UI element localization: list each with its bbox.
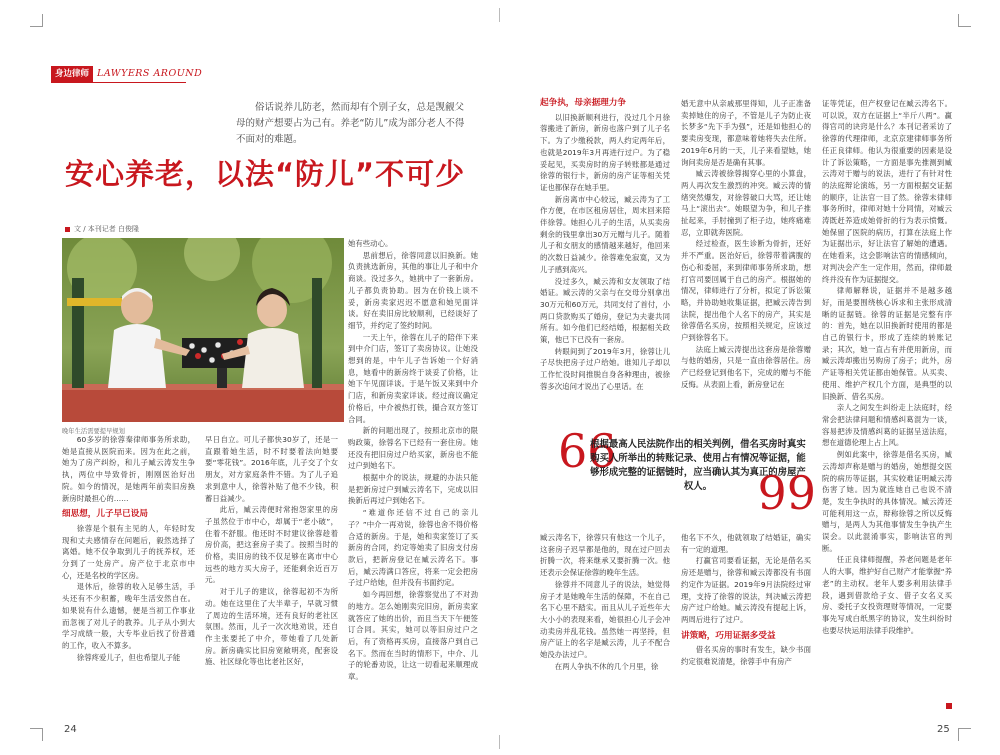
paragraph: 例如此案中，徐蓉是借名买房，臧云涛却声称是赠与的婚房，她想提交医院的病历等证据，其实较难证明臧云涛伤害了她。因为就连她自己也说不清楚，发生争执时的具体情况。臧云涛还可能利用这一点，辩称徐蓉之所以反悔赠与，是两人为其他事情发生争执产生误会。以此混淆事实，影响法官的判断。	[822, 450, 952, 553]
paragraph: 徐蓉并不同意儿子的说法，她觉得房子才是她晚年生活的保障，不在自己名下心里不踏实。而且从儿子近些年大大小小的表现来看，她很担心儿子会冲动卖房并乱花钱。虽然她一再坚持，但房产证上的名字是臧云涛，儿子不配合她没办法过户。	[540, 579, 670, 660]
paragraph: 如今再回想，徐蓉察觉出了不对劲的地方。怎么她刚卖完旧房，新房卖家就答应了她的出价，而且当天下午便签订合同。其实，她可以等旧房过户之后，有了资格再买房，直接落户到自己名下。然而在当时的情形下，中介、儿子的轮番劝说，让这一切看起来顺理成章。	[348, 590, 478, 682]
paragraph: 退休后，徐蓉的收入足够生活，手头还有不少积蓄，晚年生活安然自在。如果说有什么遗憾，便是当初工作事业而忽视了对儿子的教养。儿子从小到大学习成绩一般，大专毕业后找了份普通的工作，收入不算多。	[62, 582, 195, 650]
paragraph: 任正良律师提醒，养老问题是老年人的大事，维护好自己财产才能掌握“养老”的主动权。老年人要多利用法律手段，遇到借款给子女、借子女名义买房、委托子女投资理财等情况，一定要事先写成白纸黑字的协议，发生纠纷时也要尽快运用法律手段维护。	[822, 555, 952, 635]
paragraph: 新的问题出现了，按照北京市的限购政策，徐蓉名下已经有一套住房。她还没有把旧房过户给买家，新房也不能过户到她名下。	[348, 426, 478, 471]
paragraph: 臧云涛名下，徐蓉只有他这一个儿子，这套房子迟早都是他的，现在过户回去折腾一次，将来继承又要折腾一次。他还表示会保证徐蓉的晚年生活。	[540, 533, 670, 578]
section-tag-en: LAWYERS AROUND	[97, 68, 203, 79]
paragraph: 亲人之间发生纠纷走上法庭时，经常会把法律问题和情感纠葛混为一谈，容易把涉及情感纠葛的证据呈送法庭，想在道德伦理上占上风。	[822, 403, 952, 448]
paragraph: 徐蓉是个很有主见的人，年轻时发现和丈夫感情存在问题后，毅然选择了离婚。她不仅争取到儿子的抚养权，还分到了一处房产。房产位于北京市中心，还是名校的学区房。	[62, 523, 195, 580]
right-bottom-col-a	[540, 532, 670, 672]
paragraph: 经过检查，医生诊断为骨折，还好并不严重。医治好后，徐蓉带着满腹的伤心和委屈，来到律师事务所求助，想打官司要回属于自己的房产。根据她的情况，律师进行了分析，拟定了诉讼策略，并协助她收集证据，把臧云涛告到法院，提出他个人名下的房产，其实是徐蓉借名买房，按照相关规定，应该过户到徐蓉名下。	[681, 239, 811, 343]
article-intro: 俗话说养儿防老，然而却有个别子女，总是觊觎父母的财产想要占为己有。养老“防儿”成为部分老人不得不面对的难题。	[236, 102, 465, 145]
right-bottom-col-b	[681, 532, 811, 668]
paragraph: 徐蓉疼爱儿子，但也希望儿子能	[76, 652, 181, 662]
paragraph: 他名下不久，他就领取了结婚证，确实有一定的道理。	[681, 533, 811, 554]
elderly-couple-illustration	[62, 238, 344, 422]
crop-mark-center-bottom	[499, 735, 500, 749]
section-tag	[51, 66, 202, 82]
crop-mark-bl	[30, 728, 43, 741]
paragraph: 证等凭证，但产权登记在臧云涛名下。可以说，双方在证据上“半斤八两”。赢得官司的诀窍是什么？本刊记者采访了徐蓉的代理律师，北京京建律师事务所任正良律师。他认为很重要的因素是设计了诉讼策略，一方面是事先推测到臧云涛对于赠与的说法，进行了有针对性的法庭辩论演练，另一方面根据交证据的顺序，让法官一目了然。徐蓉未律师事务所时，律师对她十分同情，对臧云涛既赶养造成她骨折的行为表示愤慨。她保留了医院的病历，打算在法庭上作为证据出示，好让法官了解她的遭遇。在她看来，这会影响法官的情感倾向，对判决会产生一定作用，然而，律师最终并没有作为证据提交。	[822, 99, 952, 284]
paragraph: 此后，臧云涛便时常抱怨家里的房子虽然位于市中心，却属于“老小破”，住着不舒服。他还时不时建议徐蓉趁着房价高，把这套房子卖了。按照当时的价格，卖旧房的钱不仅足够在离市中心远些的地方买大房子，还能剩余近百万元。	[205, 505, 338, 585]
paragraph: 60多岁的徐蓉秦律师事务所求助，她是直接从医院而来。因为在此之前，她为了房产纠纷，和儿子臧云涛发生争执，两位中导致骨折，刚刚医治好出院。如今的情况，是她两年前卖旧房换新房时最担心的……	[62, 435, 195, 503]
article-photo	[62, 238, 344, 422]
paragraph: 转眼间到了2019年3月，徐蓉让儿子尽快把房子过户给她。谁知儿子却以工作忙没时间推脱自身各种理由，被徐蓉多次追问才说出了心里话。在	[540, 346, 670, 391]
pull-quote	[558, 424, 816, 520]
photo-caption: 晚年生活需要提早规划	[62, 428, 125, 435]
paragraph: 对于儿子的建议，徐蓉起初不为所动。她在这里住了大半辈子，早就习惯了周边的生活环境，还有良好的老社区氛围。然而，儿子一次次地劝说，还自作主张要托了中介，带她看了几处新房。新房确实比旧房宽敞明亮，配套设施、社区绿化等也比老社区好，	[205, 587, 338, 667]
section-heading: 起争执，母亲据理力争	[540, 98, 626, 108]
paragraph: 没过多久，臧云涛和女友领取了结婚证。臧云涛的父亲与在交母分别拿出30万元和60万元，共同支付了首付，小两口贷款购买了婚房，登记为夫妻共同所有。如今他们已经结婚，根据相关政策，他已下已没有一套房。	[540, 276, 670, 345]
end-mark-icon	[946, 703, 952, 709]
paragraph: 一天上午，徐蓉在儿子的陪伴下来到中介门店，签订了卖房协议。让她没想到的是，中午儿子告诉她一个好消息，她看中的新房终于谈妥了价格，让她下午见面详谈。于是午饭又来到中介门店，和新房卖家详谈。经过商议确定价格后，中介被热打铁，撮合双方签订合同。	[348, 332, 478, 424]
paragraph: “难道你还信不过自己的亲儿子？”中介一再劝说，徐蓉也舍不得价格合适的新房。于是，她和卖家签订了买新房的合同，约定等她卖了旧房支付房款后，把新房登记在臧云涛名下。事后，臧云涛满口答应，将来一定会把房子过户给她，但并没有书面约定。	[348, 508, 478, 588]
byline-text: 文 / 本刊记者 白俊隆	[74, 225, 140, 233]
page-number-left: 24	[64, 724, 77, 735]
pull-quote-text: 根据最高人民法院作出的相关判例，借名买房时真实购买人所举出的转账记录、使用占有情况等证据，能够形成完整的证据链时，应当确认其为真正的房屋产权人。	[590, 439, 806, 492]
right-col-c	[822, 98, 952, 636]
section-heading: 讲策略，巧用证据多受益	[681, 630, 776, 641]
paragraph: 早日自立。可儿子都快30岁了，还是一直跟着她生活，时不时要着法向她要要“零花钱”。2016年底，儿子交了个女朋友，对方家庭条件不错。为了儿子追求到意中人，徐蓉补贴了他不少钱，积蓄日益减少。	[205, 435, 338, 503]
crop-mark-br	[958, 728, 971, 741]
paragraph: 思前想后，徐蓉同意以旧换新。她负责挑选新房，其他的事让儿子和中介商谈。没过多久，她挑中了一套新房。儿子都负责协助。因为在价钱上谈不妥，新房卖家迟迟不愿意和她见面详谈。好在卖旧房比较顺利，已经谈好了细节，并约定了签约时间。	[348, 250, 478, 330]
paragraph: 她有些动心。	[348, 239, 393, 248]
section-heading: 细思想，儿子早已设局	[62, 509, 148, 520]
crop-mark-center-top	[499, 8, 500, 22]
section-tag-cn: 身边律师	[51, 66, 93, 82]
paragraph: 新房离市中心较远，臧云涛为了工作方便，在市区租房居住，周末回来陪伴徐蓉。她担心儿子的生活，从买卖房剩余的钱里拿出30万元赠与儿子。随着儿子和女朋友的感情越来越好，他回来的次数日益减少。徐蓉难免寂寞，又为儿子感到高兴。	[540, 194, 670, 274]
left-col-c	[348, 238, 478, 683]
paragraph: 婚无意中从亲戚那里得知，儿子正准备卖掉她住的房子，不管是儿子为防止夜长梦多“先下手为强”，还是如他担心的要卖房变现，都意味着她将失去住所。2019年6月的一天，儿子来看望她，她询问卖房是否是确有其事。	[681, 99, 811, 167]
article-title: 安心养老，以法“防儿”不可少	[65, 157, 466, 191]
paragraph: 以旧换新顺利进行，没过几个月徐蓉搬进了新房，新房也落户到了儿子名下。为了少缴税款，两人约定两年后，也就是2019年3月再进行过户。为了稳妥起见，买卖房时的房子转账都是通过徐蓉的银行卡，新房的房产证等相关凭证也都保存在她手里。	[540, 112, 670, 192]
crop-mark-tl	[30, 14, 43, 27]
paragraph: 根据中介的说法，规避的办法只能是把新房过户到臧云涛名下，完成以旧换新后再过户到她名下。	[348, 473, 478, 506]
paragraph: 法庭上臧云涛提出这套房是徐蓉赠与他的婚房，只是一直由徐蓉居住。房产已经登记到他名下，完成的赠与不能反悔。从表面上看，新房登记在	[681, 344, 811, 389]
paragraph: 打赢官司要看证据，无论是借名买房还是赠与，徐蓉和臧云涛都没有书面约定作为证据。2019年9月法院经过审理，支持了徐蓉的说法，判决臧云涛把房产过户给她。臧云涛没有提起上诉，两周后进行了过户。	[681, 556, 811, 624]
paragraph: 律师解释说，证据并不是越多越好，而是要围绕核心诉求和主张形成清晰的证据链。徐蓉的证据是完整有序的：首先，她在以旧换新时使用的都是自己的银行卡，形成了连续的转账记录；其次，她一直占有并使用新房，而臧云涛却搬出另购房了房子；此外，房产证等相关凭证都由她保管。从买卖、使用、维护产权几个方面，是典型的以旧换新、借名买房。	[822, 286, 952, 401]
open-quote-icon: 66	[558, 424, 617, 478]
left-col-b	[205, 434, 338, 668]
paragraph: 借名买房的事时有发生，缺少书面约定很难说清楚，徐蓉手中有房产	[681, 645, 811, 667]
paragraph: 在两人争执不休的几个月里，徐	[554, 661, 659, 671]
byline-square-icon	[65, 227, 70, 232]
close-quote-icon: 99	[757, 466, 816, 520]
left-col-a	[62, 434, 195, 663]
section-rule	[51, 82, 186, 83]
byline	[65, 224, 139, 234]
right-col-b	[681, 98, 811, 391]
page-number-right: 25	[937, 724, 950, 735]
crop-mark-tr	[958, 14, 971, 27]
right-col-a	[540, 98, 670, 393]
paragraph: 臧云涛被徐蓉揭穿心里的小算盘，两人再次发生激烈的冲突。臧云涛的情绪突然爆发，对徐蓉破口大骂，还让她马上“滚出去”。她眼望为争，和儿子推扯起来，手肘撞到了柜子边，她疼痛难忍，立即就奔医院。	[681, 169, 811, 237]
